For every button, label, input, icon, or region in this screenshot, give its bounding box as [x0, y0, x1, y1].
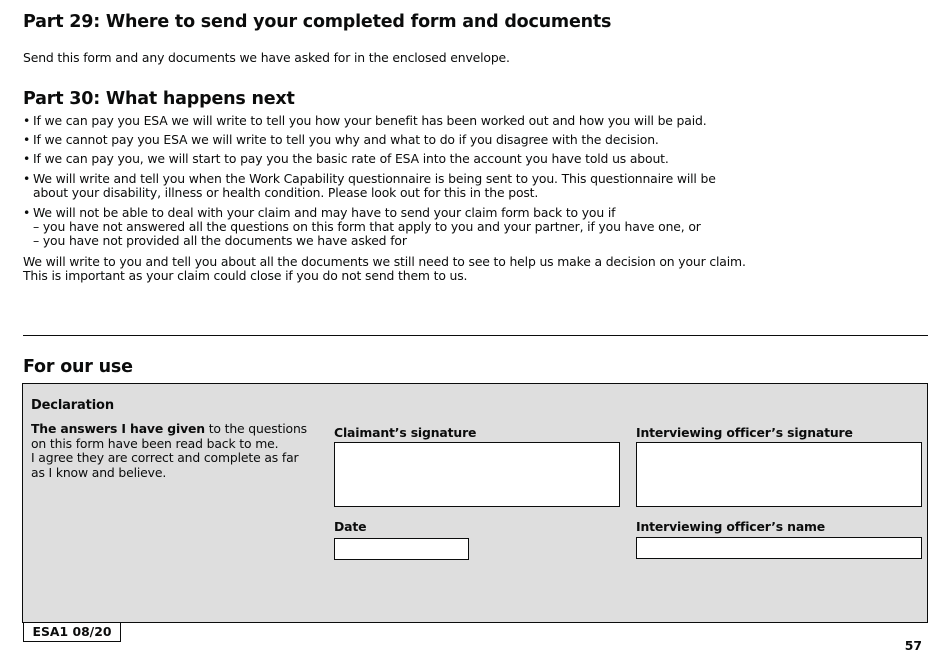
officer-signature-field[interactable]: [636, 442, 922, 507]
list-item: • We will write and tell you when the Work Capability questionnaire is being sent to you. This questionnaire will be about your disability, illness or health condition. Please look out for this in the post.: [23, 171, 716, 200]
claimant-signature-label: Claimant’s signature: [334, 425, 477, 440]
form-code: ESA1 08/20: [23, 623, 121, 642]
officer-name-field[interactable]: [636, 537, 922, 559]
part-29-text: Send this form and any documents we have asked for in the enclosed envelope.: [23, 50, 510, 65]
list-item: • If we can pay you ESA we will write to tell you how your benefit has been worked out and how you will be paid.: [23, 113, 707, 128]
part-30-heading: Part 30: What happens next: [23, 89, 295, 109]
page-number: 57: [904, 638, 922, 653]
officer-name-label: Interviewing officer’s name: [636, 519, 826, 534]
sub-list-item: – you have not provided all the documents we have asked for: [33, 233, 407, 248]
declaration-title: Declaration: [31, 398, 114, 413]
declaration-text: The answers I have given to the questions on this form have been read back to me. I agree they are correct and complete as far as I know and believe.: [31, 421, 307, 480]
for-our-use-panel: [22, 383, 928, 623]
list-item: • If we cannot pay you ESA we will write to tell you why and what to do if you disagree with the decision.: [23, 132, 659, 147]
claimant-signature-field[interactable]: [334, 442, 620, 507]
date-label: Date: [334, 519, 367, 534]
list-item: • We will not be able to deal with your claim and may have to send your claim form back to you if – you have not answered all the questions on this form that apply to you and your partner, if you have one, or – you have not provided all the documents we have asked for: [23, 205, 701, 248]
list-item: • If we can pay you, we will start to pay you the basic rate of ESA into the account you have told us about.: [23, 151, 669, 166]
closing-text-2: This is important as your claim could close if you do not send them to us.: [23, 268, 468, 283]
section-divider: [23, 335, 928, 336]
for-our-use-heading: For our use: [23, 357, 133, 377]
part-29-heading: Part 29: Where to send your completed form and documents: [23, 12, 612, 32]
officer-signature-label: Interviewing officer’s signature: [636, 425, 853, 440]
date-field[interactable]: [334, 538, 469, 560]
closing-text-1: We will write to you and tell you about all the documents we still need to see to help us make a decision on your claim.: [23, 254, 746, 269]
sub-list-item: – you have not answered all the questions on this form that apply to you and your partner, if you have one, or: [33, 219, 701, 234]
